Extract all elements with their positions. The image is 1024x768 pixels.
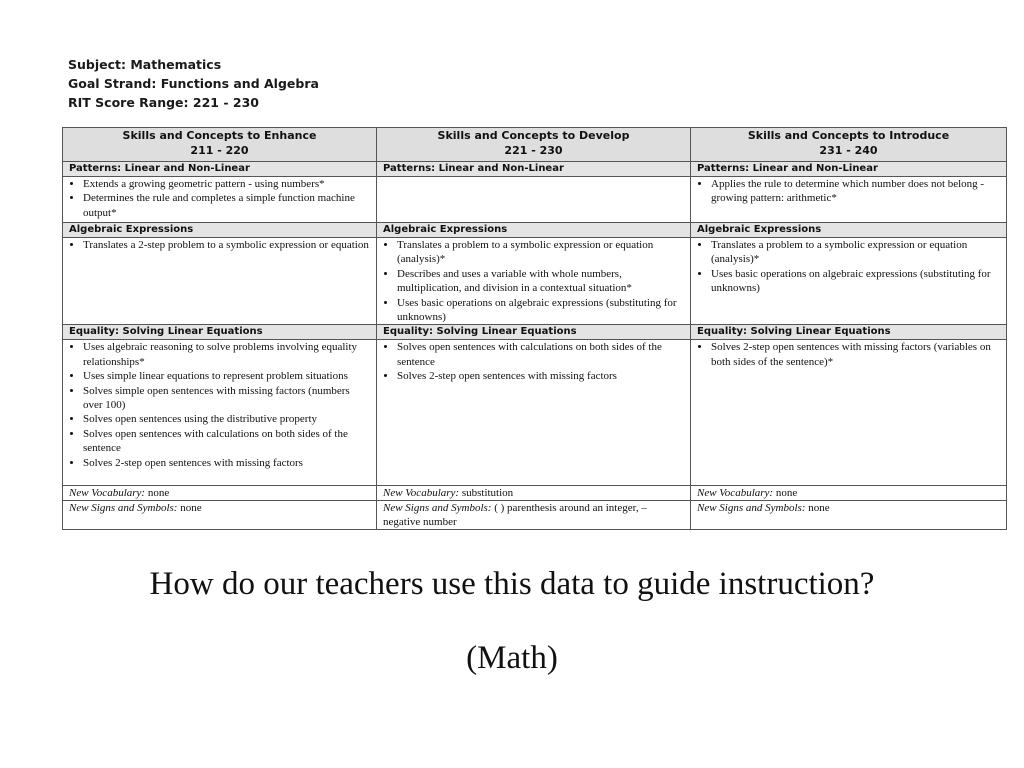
section-items-row bbox=[63, 238, 1007, 325]
skill-item: • Solves 2-step open sentences with missing factors bbox=[397, 369, 684, 383]
column-header-row bbox=[63, 128, 1007, 162]
skill-item: • Uses simple linear equations to represent problem situations bbox=[83, 369, 370, 383]
skill-item: • Uses basic operations on algebraic expressions (substituting for unknowns) bbox=[397, 296, 684, 325]
new-signs-symbols-cell bbox=[377, 501, 691, 530]
skills-cell bbox=[377, 340, 691, 486]
skill-item: • Describes and uses a variable with whole numbers, multiplication, and division in a contextual situation* bbox=[397, 267, 684, 296]
column-title: Skills and Concepts to Introduce bbox=[747, 129, 950, 142]
section-heading-row bbox=[63, 223, 1007, 238]
column-range: 231 - 240 bbox=[819, 144, 878, 157]
subject-line: Subject: Mathematics bbox=[68, 57, 222, 72]
skills-cell bbox=[691, 340, 1007, 486]
question-title: How do our teachers use this data to guide instruction? bbox=[149, 566, 875, 602]
skills-list bbox=[697, 177, 1000, 206]
column-header-develop bbox=[377, 128, 691, 162]
column-title: Skills and Concepts to Develop bbox=[437, 129, 630, 142]
skills-list bbox=[697, 340, 1000, 369]
skills-list bbox=[697, 238, 1000, 296]
skill-item: • Solves open sentences using the distributive property bbox=[83, 412, 370, 426]
skill-item: • Solves 2-step open sentences with missing factors (variables on both sides of the sentence)* bbox=[711, 340, 1000, 369]
new-signs-symbols-label: New Signs and Symbols: bbox=[697, 502, 806, 515]
new-signs-symbols-value: ( ) parenthesis around an integer, – negative number bbox=[383, 502, 647, 529]
section-heading: Equality: Solving Linear Equations bbox=[63, 325, 377, 340]
section-heading-row bbox=[63, 162, 1007, 177]
question-subtitle: (Math) bbox=[466, 640, 558, 676]
skills-list bbox=[69, 238, 370, 252]
skills-table bbox=[62, 127, 1007, 530]
skill-item: • Solves open sentences with calculations on both sides of the sentence bbox=[83, 427, 370, 456]
new-vocabulary-label: New Vocabulary: bbox=[697, 487, 774, 500]
section-heading: Equality: Solving Linear Equations bbox=[691, 325, 1007, 340]
skill-item: • Applies the rule to determine which number does not belong - growing pattern: arithmetic* bbox=[711, 177, 1000, 206]
new-vocabulary-label: New Vocabulary: bbox=[69, 487, 146, 500]
column-range: 221 - 230 bbox=[504, 144, 563, 157]
section-heading: Algebraic Expressions bbox=[691, 223, 1007, 238]
skill-item: • Translates a 2-step problem to a symbolic expression or equation bbox=[83, 238, 370, 252]
new-vocabulary-value: substitution bbox=[459, 487, 514, 500]
skills-cell bbox=[377, 177, 691, 223]
column-title: Skills and Concepts to Enhance bbox=[122, 129, 317, 142]
skills-cell bbox=[691, 177, 1007, 223]
skill-item: • Translates a problem to a symbolic expression or equation (analysis)* bbox=[711, 238, 1000, 267]
skill-item: • Solves open sentences with calculations on both sides of the sentence bbox=[397, 340, 684, 369]
section-heading: Equality: Solving Linear Equations bbox=[377, 325, 691, 340]
new-signs-symbols-row bbox=[63, 501, 1007, 530]
goal-strand-line: Goal Strand: Functions and Algebra bbox=[68, 76, 319, 91]
new-vocabulary-label: New Vocabulary: bbox=[383, 487, 460, 500]
new-signs-symbols-cell bbox=[691, 501, 1007, 530]
skills-cell bbox=[63, 340, 377, 486]
skill-item: • Translates a problem to a symbolic expression or equation (analysis)* bbox=[397, 238, 684, 267]
section-heading: Patterns: Linear and Non-Linear bbox=[691, 162, 1007, 177]
new-signs-symbols-value: none bbox=[805, 502, 830, 515]
new-vocabulary-value: none bbox=[145, 487, 170, 500]
skills-cell bbox=[377, 238, 691, 325]
skills-list bbox=[383, 238, 684, 324]
skill-item: • Extends a growing geometric pattern - using numbers* bbox=[83, 177, 370, 191]
column-range: 211 - 220 bbox=[190, 144, 249, 157]
standards-document bbox=[62, 55, 1006, 530]
section-heading: Patterns: Linear and Non-Linear bbox=[63, 162, 377, 177]
new-vocabulary-cell bbox=[63, 486, 377, 501]
skills-list bbox=[69, 340, 370, 470]
section-items-row bbox=[63, 340, 1007, 486]
new-signs-symbols-label: New Signs and Symbols: bbox=[383, 502, 492, 515]
new-signs-symbols-cell bbox=[63, 501, 377, 530]
skills-cell bbox=[691, 238, 1007, 325]
document-header bbox=[68, 55, 1006, 112]
skill-item: • Uses algebraic reasoning to solve problems involving equality relationships* bbox=[83, 340, 370, 369]
skill-item: • Uses basic operations on algebraic expressions (substituting for unknowns) bbox=[711, 267, 1000, 296]
rit-range-line: RIT Score Range: 221 - 230 bbox=[68, 95, 259, 110]
column-header-introduce bbox=[691, 128, 1007, 162]
new-vocabulary-value: none bbox=[773, 487, 798, 500]
skills-list bbox=[383, 340, 684, 383]
new-vocabulary-cell bbox=[691, 486, 1007, 501]
section-heading: Algebraic Expressions bbox=[63, 223, 377, 238]
skills-cell bbox=[63, 177, 377, 223]
skills-list bbox=[69, 177, 370, 220]
column-header-enhance bbox=[63, 128, 377, 162]
section-heading-row bbox=[63, 325, 1007, 340]
new-vocabulary-cell bbox=[377, 486, 691, 501]
skill-item: • Determines the rule and completes a simple function machine output* bbox=[83, 191, 370, 220]
new-signs-symbols-value: none bbox=[177, 502, 202, 515]
new-signs-symbols-label: New Signs and Symbols: bbox=[69, 502, 178, 515]
new-vocabulary-row bbox=[63, 486, 1007, 501]
section-heading: Patterns: Linear and Non-Linear bbox=[377, 162, 691, 177]
section-items-row bbox=[63, 177, 1007, 223]
skills-cell bbox=[63, 238, 377, 325]
skill-item: • Solves 2-step open sentences with missing factors bbox=[83, 456, 370, 470]
skill-item: • Solves simple open sentences with missing factors (numbers over 100) bbox=[83, 384, 370, 413]
section-heading: Algebraic Expressions bbox=[377, 223, 691, 238]
